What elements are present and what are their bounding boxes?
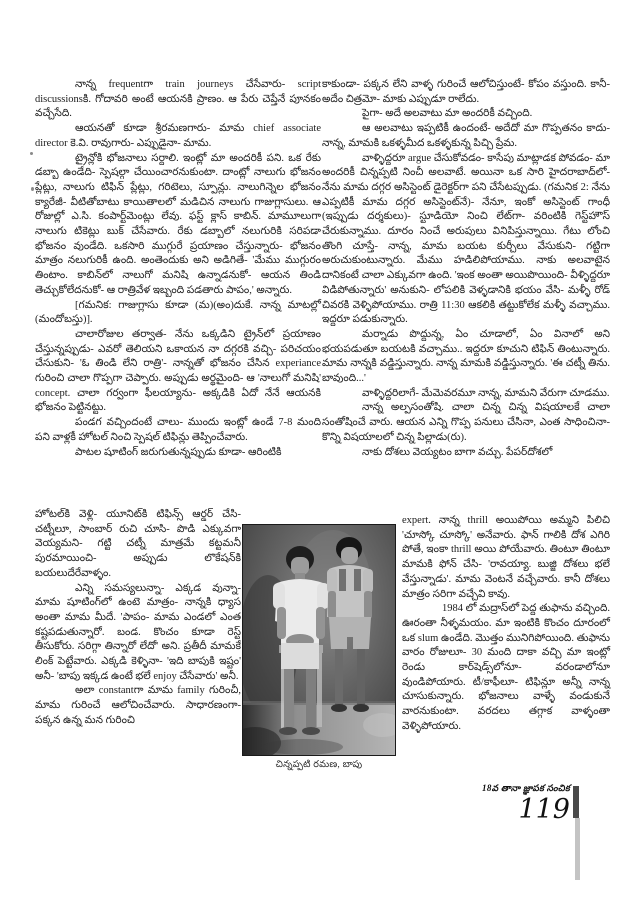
- paragraph: వాళ్ళిద్దరూ argue చేసుకోవడం- కాసేపు మాట్లాడక పోవడం- మా అందరికీ చిన్నప్పటి నించీ అలవాటే. అయినా ఒక సారి హైదరాబాద్‌లో- నేను మామ దగ్గర అసిస్టెంట్ డైరెక్టర్‌గా పని చేసేటప్పుడు. (గమనిక 2: నేను ఎప్పటికీ మామ దగ్గర అసిస్టెంట్‌నే)- నేనూ, ఇంకో అసిస్టెంట్ గాంధీ (ఇప్పుడు దర్శకులు)- స్టూడియో నించి లేట్‌గా- వరింటికి గెస్ట్‌హౌస్ చేరుకున్నాము. దూరం నించే అరుపులు వినిపిస్తున్నాయి. గేటు లోంచి తొంగి చూస్తే- నాన్న, మామ బయట కుర్చీలు వేసుకుని- గట్టిగా అరుచుకుంటున్నారు. మేము హడిలిపోయాము. నాకు అలవాటైన దానికంటే చాలా ఎక్కువగా ఉంది. 'ఇంక అంతా అయిపొయింది- వీళ్ళిద్దరూ విడిపోతున్నారు' అనుకుని- లోపలికి వెళ్ళడానికి భయం వేసి- మళ్ళీ రోడ్ చివరకి వెళ్ళిపోయాము. రాత్రి 11:30 ఆకలికి తట్టుకోలేక మళ్ళీ వచ్చాము. ఇద్దరూ పడుకున్నారు.: [322, 152, 610, 326]
- paragraph: ట్రైన్లోకి భోజనాలు సర్దాలి. ఇంట్లో మా అందరికీ పని. ఒక రేకు డబ్బా ఉండేది- స్పెషల్గా చేయించారనుకుంటా. దాంట్లో నాలుగు భోజనం ప్లేట్లు, నాలుగు టిఫిన్ ప్లేట్లు, గరిటెలు, స్పూన్లు. నాలుగిన్నెల భోజనం క్యారేజీ- వీటితోబాటు కాయితాలలో మడిచిన నాలుగు గాజుగ్లాసులు. ఆ రోజుల్లో ఎ.సి. కంపార్ట్‌మెంట్లు లేవు. ఫస్ట్ క్లాస్ కాబిన్. మామూలుగా నాలుగు టికెట్లు బుక్ చేసేవారు. రేకు డబ్బాలో నలుగురికి సరిపడా భోజనం వుండేది. ఒకసారి ముగ్గురే ప్రయాణం చేస్తున్నారు- భోజనం మాత్రం నలుగురికీ ఉంది. అంతెందుకు అని అడిగితే- 'మేము ముగ్గురం తింటాం. కాబిన్‌లో నాలుగో మనిషి ఉన్నాడనుకో- ఆయన తిండి తెచ్చుకోలేదనుకో- ఆ రాత్రివేళ ఇబ్బంది పడతారు పాపం,' అన్నారు.: [35, 152, 321, 296]
- right-column-narrow: [402, 514, 610, 735]
- paragraph: వాళ్ళిద్దరిలాగే- మేమెవరమూ నాన్న, మామని వేరుగా చూడము.: [362, 387, 610, 399]
- paragraph: నాన్న అల్పసంతోషి. చాలా చిన్న చిన్న విషయాలకే చాలా సంతోషించే వారు. ఆయన ఎన్ని గొప్ప పనులు చేసినా, ఎంత సాధించినా- కొన్ని విషయాలలో చిన్న పిల్లాడు(రు).: [322, 402, 610, 443]
- right-column: [322, 78, 610, 460]
- scan-speck: [30, 152, 33, 155]
- paragraph: పైగా- అదే అలవాటు మా అందరికీ వచ్చింది.: [362, 108, 533, 120]
- paragraph: ఆ అలవాటు ఇప్పటికీ ఉందంటే- అదేదో మా గొప్పతనం కాదు- నాన్న, మామకి ఒకళ్ళమీద ఒకళ్ళకున్న పిచ్చి ప్రేమ.: [322, 123, 610, 149]
- paragraph: [గమనిక: గాజుగ్లాసు కూడా (మ)(అం)దుకే. నాన్న మాటల్లో (మందోబస్తు)].: [35, 299, 321, 326]
- paragraph: హోటల్‌కి వెళ్లి- యూనిట్‌కి టిఫిన్స్ ఆర్డర్ చేసి- చట్నీలూ, సాంబార్ రుచి చూసి- పొడి ఎక్కువగా వెయ్యమని- గట్టి చట్నీ మాత్రమే కట్టమనీ పురమాయించి- అప్పుడు లొకేషన్‌కి బయలుదేరేవాళ్ళం.: [35, 509, 241, 579]
- paragraph: పాటల షూటింగ్ జరుగుతున్నప్పుడు కూడా- ఆరింటికి: [75, 446, 282, 458]
- footer-issue-label: 18వ తానా జ్ఞాపక సంచిక: [482, 783, 570, 793]
- margin-bar-light: [575, 818, 580, 880]
- left-column-narrow: [35, 508, 241, 729]
- left-column: [35, 78, 321, 460]
- photo-caption: చిన్నప్పటి రమణ, బాపు: [275, 760, 363, 770]
- paragraph: కాకుండా- పక్కన లేని వాళ్ళ గురించే ఆలోచిస్తుంటే- కోపం వస్తుంది. కానీ- అదేం చిత్రమో- మాకు ఎప్పుడూ రాలేదు.: [322, 79, 610, 105]
- paragraph: అలా constantగా మామ family గురించీ, మామ గురించే ఆలోచించేవారు. సాధారణంగా- పక్కన ఉన్న మన గురించి: [35, 685, 241, 726]
- paragraph: ఎన్ని సమస్యలున్నా- ఎక్కడ వున్నా- మామ షూటింగ్‌లో ఉంటె మాత్రం- నాన్నకి ధ్యాస అంతా మామ మీదే. 'పాపం- మామ ఎండలో ఎంత కష్టపడుతున్నారో. బండ. కొంచం కూడా రెస్ట్ తీసుకోరు. సరిగ్గా తిన్నారో లేదో' అని. ప్రతీదీ మామకే లింక్ పెట్టేవారు. ఎక్కడి కెళ్ళినా- 'ఇది బాపుకి ఇష్టం' అనీ- 'బాపు ఇక్కడ ఉంటే భలే enjoy చేసేవారు' అనీ.: [35, 582, 241, 682]
- page-footer: [370, 783, 570, 823]
- paragraph: చాలారోజుల తర్వాత- నేను ఒక్కడిని ట్రైన్‌లో ప్రయాణం చేస్తున్నప్పుడు- ఎవరో తెలియని ఒకాయన నా దగ్గరకి వచ్చి- పరిచయం చేసుకుని- 'ఓ తిండి లేని రాత్రి'- నాన్నతో భోజనం చేసిన experiance గురించి చాలా గొప్పగా చెప్పారు. అప్పుడు అర్థమైంది- ఆ 'నాలుగో మనిషి' concept. చాలా గర్వంగా ఫీలయ్యాను- అక్కడికి ఏదో నేనే ఆయనకి భోజనం పెట్టినట్టు.: [35, 328, 321, 414]
- paragraph: నాన్న frequentగా train journeys చేసేవారు- script discussionsకి. గోదావరి అంటే ఆయనకి ప్రాణం. ఆ పేరు చెప్తేనే పూనకం వచ్చేసేది.: [35, 79, 321, 120]
- paragraph: expert. నాన్న thrill అయిపోయి అమ్మని పిలిచి 'చూస్కో చూస్కో' అనేవారు. ఫాన్ గాలికి దోశ ఎగిరి పోతే, ఇంకా thrill అయి పోయేవారు. తింటూ తింటూ మామకి ఫోన్ చేసి- 'రావయ్యా. బుజ్జి దోశలు భలే వేస్తున్నాడు'. మామ వెంటనే వచ్చేవారు. కానీ దోశలు మాత్రం సరిగా వచ్చేవి కావు.: [402, 515, 610, 600]
- paragraph: పండగ వచ్చిందంటే చాలు- ముందు ఇంట్లో ఉండే 7-8 మంది పని వాళ్లకీ హోటల్ నించి స్పెషల్ టిఫిన్లు తెప్పించేవారు.: [35, 417, 321, 443]
- scan-speck: [31, 187, 34, 191]
- margin-bar-dark: [573, 786, 579, 818]
- page-number: 119: [518, 794, 570, 825]
- photo-childhood-ramana-bapu: [242, 524, 396, 772]
- paragraph: నాకు దోశలు వెయ్యటం బాగా వచ్చు. పేపర్‌దోశలో: [362, 446, 553, 458]
- paragraph: మర్నాడు పొద్దున్న, ఏం చూడాలో, ఏం వినాలో అని భయపడుతూ బయటకి వచ్చాము.. ఇద్దరూ కూచుని టిఫిన్ తింటున్నారు. మామ నాన్నకి వడ్డిస్తున్నారు. నాన్న మామకి వడ్డిస్తున్నారు. 'ఈ చట్నీ తిను. బావుంది...': [322, 328, 610, 385]
- paragraph: ఆయనతో కూడా శ్రీరమణగారు- మామ chief associate director కె.వి. రావుగారు- ఎప్పుడైనా- మామ.: [35, 123, 321, 149]
- photo-two-boys: [242, 524, 396, 756]
- paragraph: 1984 లో మద్రాస్‌లో పెద్ద తుఫాను వచ్చింది. ఊరంతా నీళ్ళమయం. మా ఇంటికి కొంచం దూరంలో ఒక slum ఉండేది. మొత్తం మునిగిపోయింది. తుఫాను వారం రోజులూ- 30 మంది దాకా వచ్చి మా ఇంట్లో రెండు కార్‌షెడ్స్‌లోనూ- వరండాలోనూ వుండిపోయారు. టీ/కాఫీలూ- టిఫిన్లూ అన్నీ నాన్న చూసుకున్నారు. భోజనాలు వాళ్ళే వండుకునే వారనుకుంటా. వరదలు తగ్గాక వాళ్ళంతా వెళ్ళిపోయారు.: [402, 603, 610, 732]
